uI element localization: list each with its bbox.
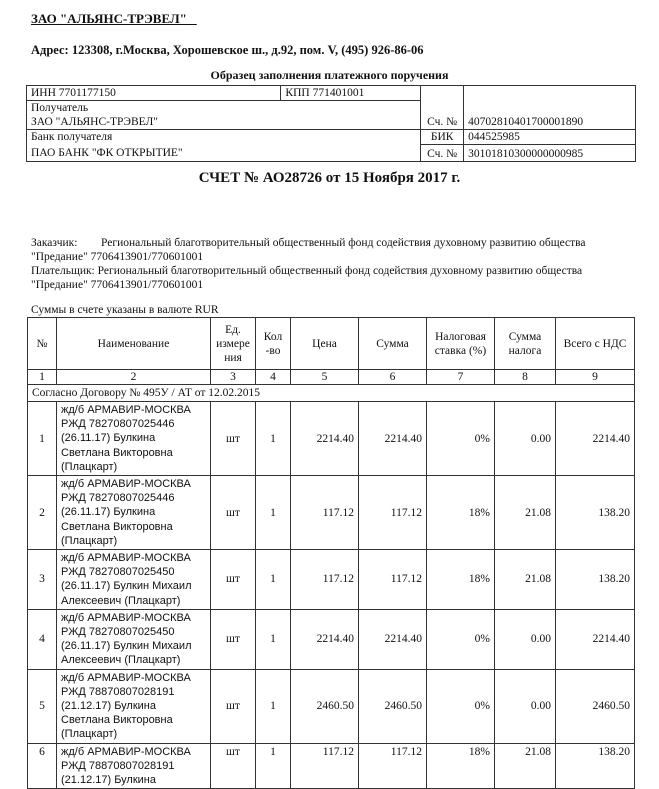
row-name: жд/б АРМАВИР-МОСКВА РЖД 78270807025446 (26.11.17) Булкина Светлана Викторовна (Плацкарт) [57, 476, 211, 550]
row-total: 2214.40 [556, 402, 635, 476]
row-qty: 1 [256, 743, 291, 789]
bik-label: БИК [421, 130, 464, 145]
row-unit: шт [211, 402, 256, 476]
bank-cell [27, 130, 421, 162]
customer-name: Региональный благотворительный общественный фонд содействия духовному развитию общества [101, 237, 586, 249]
row-total: 138.20 [556, 743, 635, 789]
row-no: 5 [28, 669, 57, 743]
row-no: 1 [28, 402, 57, 476]
column-number-row [28, 370, 635, 385]
col-header-no: № [28, 318, 57, 370]
invoice-title: СЧЕТ № АО28726 от 15 Ноября 2017 г. [198, 170, 461, 186]
row-sum: 117.12 [359, 743, 427, 789]
row-unit: шт [211, 669, 256, 743]
col-number: 3 [211, 370, 256, 385]
bank-details-table [26, 85, 636, 162]
row-no: 6 [28, 743, 57, 789]
row-tax-sum: 0.00 [495, 609, 556, 669]
row-sum: 2460.50 [359, 669, 427, 743]
col-number: 4 [256, 370, 291, 385]
row-sum: 117.12 [359, 550, 427, 610]
row-total: 2214.40 [556, 609, 635, 669]
col-header-qty: Кол -во [256, 318, 291, 370]
payer-label: Плательщик: [31, 265, 95, 277]
row-sum: 2214.40 [359, 609, 427, 669]
bank-name: ПАО БАНК "ФК ОТКРЫТИЕ" [31, 147, 183, 159]
company-address: Адрес: 123308, г.Москва, Хорошевское ш., д.92, пом. V, (495) 926-86-06 [31, 43, 424, 57]
currency-note: Суммы в счете указаны в валюте RUR [31, 304, 219, 316]
recipient-label: Получатель [31, 102, 89, 114]
col-number: 8 [495, 370, 556, 385]
inn-cell: ИНН 7701177150 [27, 86, 281, 101]
company-name: ЗАО "АЛЬЯНС-ТРЭВЕЛ" [31, 11, 187, 26]
col-header-name: Наименование [57, 318, 211, 370]
bank-label: Банк получателя [31, 131, 113, 143]
row-total: 138.20 [556, 476, 635, 550]
table-header-row [28, 318, 635, 370]
row-name: жд/б АРМАВИР-МОСКВА РЖД 78270807025450 (26.11.17) Булкин Михаил Алексеевич (Плацкарт) [57, 550, 211, 610]
account-label: Сч. № [421, 86, 464, 130]
customer-inn: "Предание" 7706413901/770601001 [31, 251, 204, 263]
row-tax-rate: 0% [427, 402, 495, 476]
contract-group-row [28, 385, 635, 402]
row-no: 3 [28, 550, 57, 610]
table-row [28, 743, 635, 789]
row-no: 4 [28, 609, 57, 669]
col-header-tax-sum: Сумма налога [495, 318, 556, 370]
row-sum: 117.12 [359, 476, 427, 550]
col-number: 9 [556, 370, 635, 385]
corr-account-label: Сч. № [421, 145, 464, 162]
col-number: 6 [359, 370, 427, 385]
account-number: 40702810401700001890 [464, 86, 636, 130]
bik-value: 044525985 [464, 130, 636, 145]
row-no: 2 [28, 476, 57, 550]
recipient-name: ЗАО "АЛЬЯНС-ТРЭВЕЛ" [31, 116, 158, 128]
customer-line [31, 236, 631, 250]
row-qty: 1 [256, 476, 291, 550]
customer-label: Заказчик: [31, 237, 78, 249]
row-tax-rate: 18% [427, 743, 495, 789]
col-header-unit: Ед. измере ния [211, 318, 256, 370]
row-price: 2214.40 [291, 609, 359, 669]
row-qty: 1 [256, 609, 291, 669]
row-tax-rate: 0% [427, 669, 495, 743]
payer-name: Региональный благотворительный общественный фонд содействия духовному развитию общества [97, 265, 583, 277]
row-unit: шт [211, 609, 256, 669]
row-price: 117.12 [291, 550, 359, 610]
row-tax-rate: 18% [427, 476, 495, 550]
parties-block [31, 236, 631, 292]
row-name: жд/б АРМАВИР-МОСКВА РЖД 78270807025446 (26.11.17) Булкина Светлана Викторовна (Плацкарт) [57, 402, 211, 476]
row-total: 138.20 [556, 550, 635, 610]
payment-sample-title: Образец заполнения платежного поручения [210, 68, 449, 82]
table-row [28, 402, 635, 476]
row-price: 2214.40 [291, 402, 359, 476]
row-tax-sum: 0.00 [495, 669, 556, 743]
col-number: 7 [427, 370, 495, 385]
col-number: 1 [28, 370, 57, 385]
row-qty: 1 [256, 402, 291, 476]
row-qty: 1 [256, 550, 291, 610]
table-row [28, 476, 635, 550]
row-name: жд/б АРМАВИР-МОСКВА РЖД 78870807028191 (21.12.17) Булкина Светлана Викторовна (Плацкарт) [57, 669, 211, 743]
row-qty: 1 [256, 669, 291, 743]
row-sum: 2214.40 [359, 402, 427, 476]
col-number: 5 [291, 370, 359, 385]
col-header-price: Цена [291, 318, 359, 370]
row-tax-rate: 18% [427, 550, 495, 610]
row-unit: шт [211, 743, 256, 789]
table-row [28, 669, 635, 743]
row-unit: шт [211, 550, 256, 610]
row-total: 2460.50 [556, 669, 635, 743]
col-header-sum: Сумма [359, 318, 427, 370]
row-tax-rate: 0% [427, 609, 495, 669]
row-name: жд/б АРМАВИР-МОСКВА РЖД 78870807028191 (21.12.17) Булкина [57, 743, 211, 789]
kpp-cell: КПП 771401001 [281, 86, 421, 101]
recipient-cell [27, 101, 421, 130]
row-unit: шт [211, 476, 256, 550]
col-number: 2 [57, 370, 211, 385]
col-header-tax-rate: Налоговая ставка (%) [427, 318, 495, 370]
contract-reference: Согласно Договору № 495У / АТ от 12.02.2015 [28, 385, 635, 402]
payer-inn: "Предание" 7706413901/770601001 [31, 279, 204, 291]
row-tax-sum: 21.08 [495, 476, 556, 550]
row-price: 2460.50 [291, 669, 359, 743]
invoice-items-table [27, 317, 635, 789]
row-price: 117.12 [291, 476, 359, 550]
row-tax-sum: 21.08 [495, 743, 556, 789]
row-tax-sum: 21.08 [495, 550, 556, 610]
corr-account-number: 30101810300000000985 [464, 145, 636, 162]
payer-line [31, 264, 631, 278]
row-name: жд/б АРМАВИР-МОСКВА РЖД 78270807025450 (26.11.17) Булкин Михаил Алексеевич (Плацкарт) [57, 609, 211, 669]
row-tax-sum: 0.00 [495, 402, 556, 476]
col-header-total: Всего с НДС [556, 318, 635, 370]
table-row [28, 550, 635, 610]
row-price: 117.12 [291, 743, 359, 789]
table-row [28, 609, 635, 669]
